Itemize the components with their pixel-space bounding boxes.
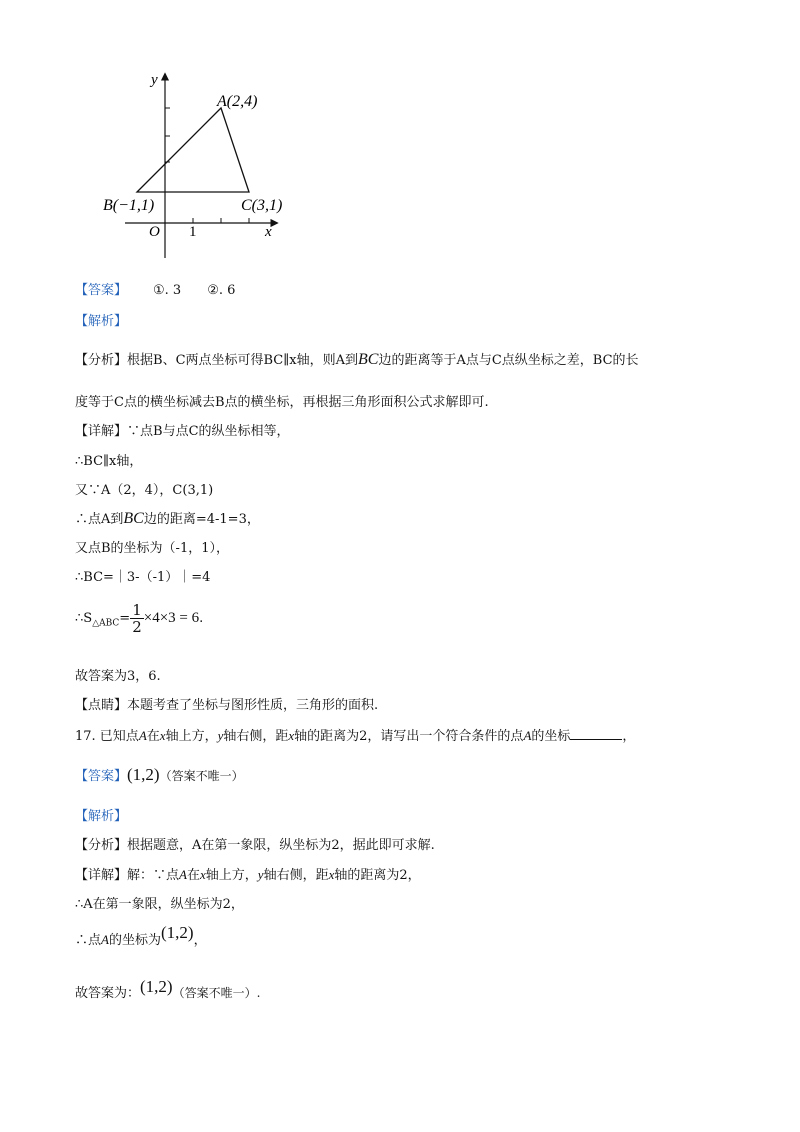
q17-conclusion: 故答案为：(1,2)（答案不唯一）.	[75, 977, 261, 1001]
x-axis-label: x	[265, 224, 272, 240]
point-c-label: C(3,1)	[241, 197, 283, 214]
q16-detail-4: ∴点A到BC边的距离=4-1=3，	[75, 510, 260, 527]
q17-answer: 【答案】(1,2)（答案不唯一）	[75, 765, 244, 784]
answer-text: ①. 3 ②. 6	[153, 283, 236, 298]
point-a-label: A(2,4)	[217, 93, 258, 110]
q16-conclusion: 故答案为3，6.	[75, 669, 161, 684]
origin-label: O	[149, 224, 160, 240]
q17-question: 17. 已知点A在x轴上方，y轴右侧，距x轴的距离为2，请写出一个符合条件的点A的坐标 ，	[75, 728, 636, 744]
q16-detail-1: 【详解】∵点B与点C的纵坐标相等，	[75, 424, 290, 439]
tick-label-one: 1	[189, 224, 197, 240]
triangle-abc	[137, 108, 249, 192]
q17-analysis: 【分析】根据题意，A在第一象限，纵坐标为2，据此即可求解.	[75, 838, 435, 853]
point-b-label: B(−1,1)	[103, 197, 155, 214]
answer-blank	[570, 727, 622, 740]
y-axis-label: y	[151, 72, 158, 88]
q17-analysis-tag: 【解析】	[75, 809, 128, 824]
q17-detail-1: 【详解】解：∵点A在x轴上方，y轴右侧，距x轴的距离为2，	[75, 867, 421, 883]
q16-detail-2: ∴BC∥x轴，	[75, 454, 143, 469]
q17-detail-3: ∴点A的坐标为(1,2)，	[75, 923, 207, 948]
q16-comment: 【点睛】本题考查了坐标与图形性质，三角形的面积.	[75, 698, 379, 713]
q16-detail-3: 又∵A（2，4），C(3,1)	[75, 483, 214, 498]
q16-detail-5: 又点B的坐标为（-1，1），	[75, 541, 229, 556]
q17-detail-2: ∴A在第一象限，纵坐标为2，	[75, 897, 244, 912]
q16-analysis-tag: 【解析】	[75, 314, 128, 329]
coordinate-figure	[95, 68, 305, 263]
q16-answer	[75, 282, 235, 300]
q16-detail-7: $\therefore S_{\triangle ABC}=$ $\frac{1}{2}$ ×4×3 = 6.	[75, 601, 204, 636]
answer-tag: 【答案】	[75, 283, 128, 298]
q16-analysis-line1: 【分析】根据B、C两点坐标可得BC∥x轴，则A到BC边的距离等于A点与C点纵坐标之差，BC的长	[75, 351, 639, 368]
q16-detail-6: ∴BC=｜3-（-1）｜=4	[75, 570, 211, 585]
q16-analysis-line2: 度等于C点的横坐标减去B点的横坐标，再根据三角形面积公式求解即可.	[75, 395, 489, 410]
fraction-one-half: $\frac{1}{2}$	[132, 601, 142, 636]
